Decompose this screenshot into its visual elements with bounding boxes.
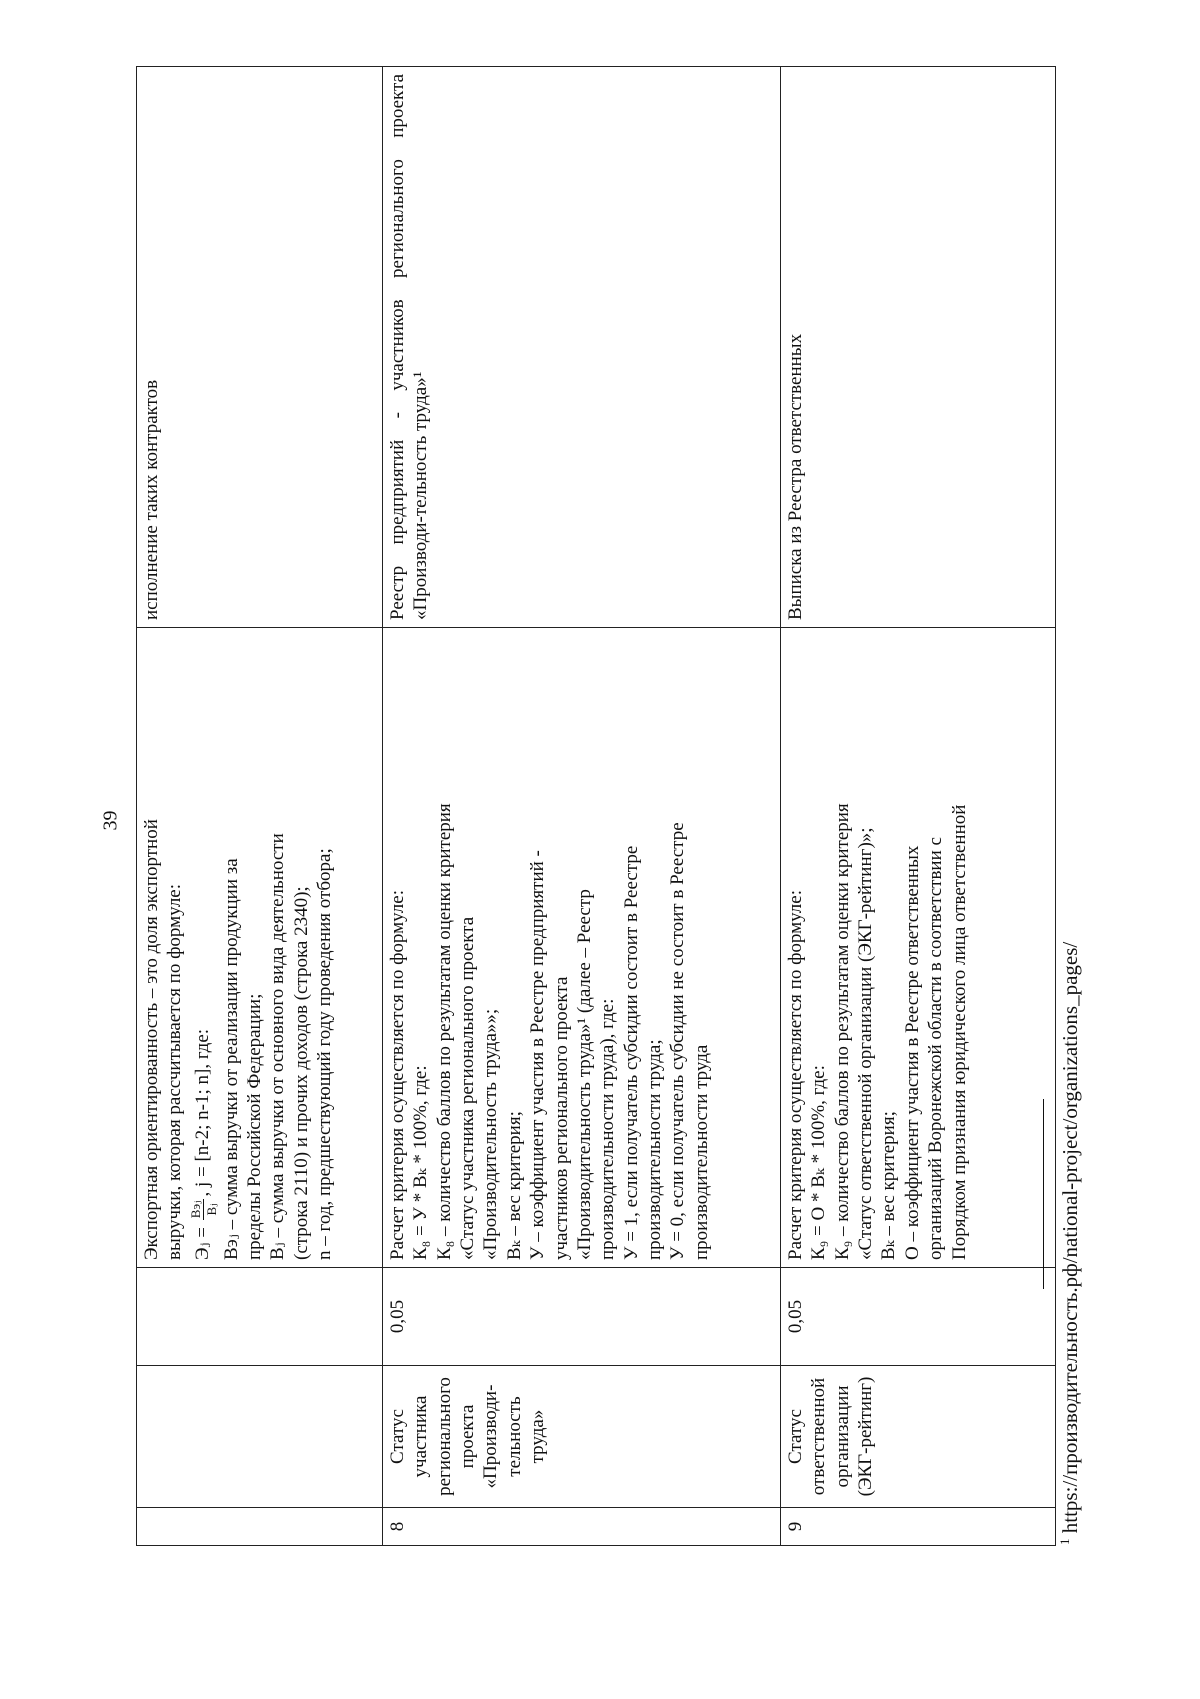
row-number: 9 [781, 1508, 1056, 1546]
criteria-table [136, 66, 1056, 1546]
method-line: n – год, предшествующий году проведения отбора; [314, 848, 336, 1260]
criterion-weight: 0,05 [781, 1268, 1056, 1366]
table-row [383, 67, 781, 1546]
table-row [781, 67, 1056, 1546]
method-line: К₉ – количество баллов по результатам оценки критерия [831, 803, 853, 1260]
method-line: Вэⱼ – сумма выручки от реализации продукции за [220, 858, 242, 1260]
criterion-weight [137, 1268, 383, 1366]
calculation-method [137, 628, 383, 1268]
criterion-name: Статус участника регионального проекта «Производи-тельность труда» [383, 1366, 781, 1508]
criterion-name: Статус ответственной организации (ЭКГ-рейтинг) [781, 1366, 1056, 1508]
method-line: Расчет критерия осуществляется по формуле: [785, 890, 806, 1260]
method-line: Экспортная ориентированность – это доля экспортной [141, 819, 162, 1260]
footnote-marker: 1 [1057, 1538, 1072, 1545]
row-number: 8 [383, 1508, 781, 1546]
method-line: организаций Воронежской области в соответствии с [925, 837, 947, 1260]
method-line: К₈ = У * Вₖ * 100%, где: [410, 1065, 432, 1260]
method-line: «Статус участника регионального проекта [457, 916, 479, 1260]
method-line: Вₖ – вес критерия; [503, 1111, 525, 1260]
method-line: Вₖ – вес критерия; [878, 1111, 900, 1260]
method-line: Bⱼ – сумма выручки от основного вида деятельности [267, 833, 289, 1260]
method-line: «Производительность труда»»; [480, 1008, 502, 1260]
method-line: производительности труда [690, 1044, 712, 1260]
method-line: У = 0, если получатель субсидии не состоит в Реестре [667, 822, 689, 1260]
method-line: У = 1, если получатель субсидии состоит в Реестре [620, 845, 642, 1260]
calculation-method [383, 628, 781, 1268]
calculation-method [781, 628, 1056, 1268]
footnote-separator [1043, 1099, 1044, 1289]
formula-fraction: Вэⱼ Bⱼ [187, 1200, 219, 1219]
method-line: пределы Российской Федерации; [244, 993, 266, 1260]
table-row [137, 67, 383, 1546]
footnote [1057, 845, 1083, 1545]
method-line: К₈ – количество баллов по результатам оценки критерия [433, 803, 455, 1260]
source-document: Выписка из Реестра ответственных [781, 67, 1056, 628]
row-number [137, 1508, 383, 1546]
source-document: Реестр предприятий - участников регионального проекта «Производи-тельность труда»¹ [383, 67, 781, 628]
method-line: У – коэффициент участия в Реестре предприятий - [527, 850, 549, 1260]
method-line: производительности труда; [643, 1039, 665, 1260]
footnote-link[interactable]: https://производительность.рф/national-project/organizations_pages/ [1058, 941, 1082, 1534]
method-line: «Статус ответственной организации (ЭКГ-рейтинг)»; [855, 827, 877, 1260]
criterion-name [137, 1366, 383, 1508]
method-line: Порядком признания юридического лица ответственной [948, 804, 970, 1260]
criterion-weight: 0,05 [383, 1268, 781, 1366]
source-document: исполнение таких контрактов [137, 67, 383, 628]
method-line: выручки, которая рассчитывается по формуле: [164, 883, 186, 1260]
method-line: К₉ = О * Вₖ * 100%, где: [808, 1065, 830, 1260]
method-line: О – коэффициент участия в Реестре ответственных [901, 845, 923, 1260]
method-line: (строка 2110) и прочих доходов (строка 2340); [290, 886, 312, 1260]
method-line: Расчет критерия осуществляется по формуле: [387, 890, 408, 1260]
method-line: участников регионального проекта [550, 976, 572, 1260]
method-line: производительности труда), где: [597, 998, 619, 1260]
method-line: «Производительность труда»¹ (далее – Реестр [573, 889, 595, 1260]
rotated-table-area [136, 66, 1056, 1546]
page-number: 39 [99, 810, 122, 831]
export-formula: Эⱼ = Вэⱼ Bⱼ , j = [n-2; n-1; n], где: [187, 1028, 219, 1260]
